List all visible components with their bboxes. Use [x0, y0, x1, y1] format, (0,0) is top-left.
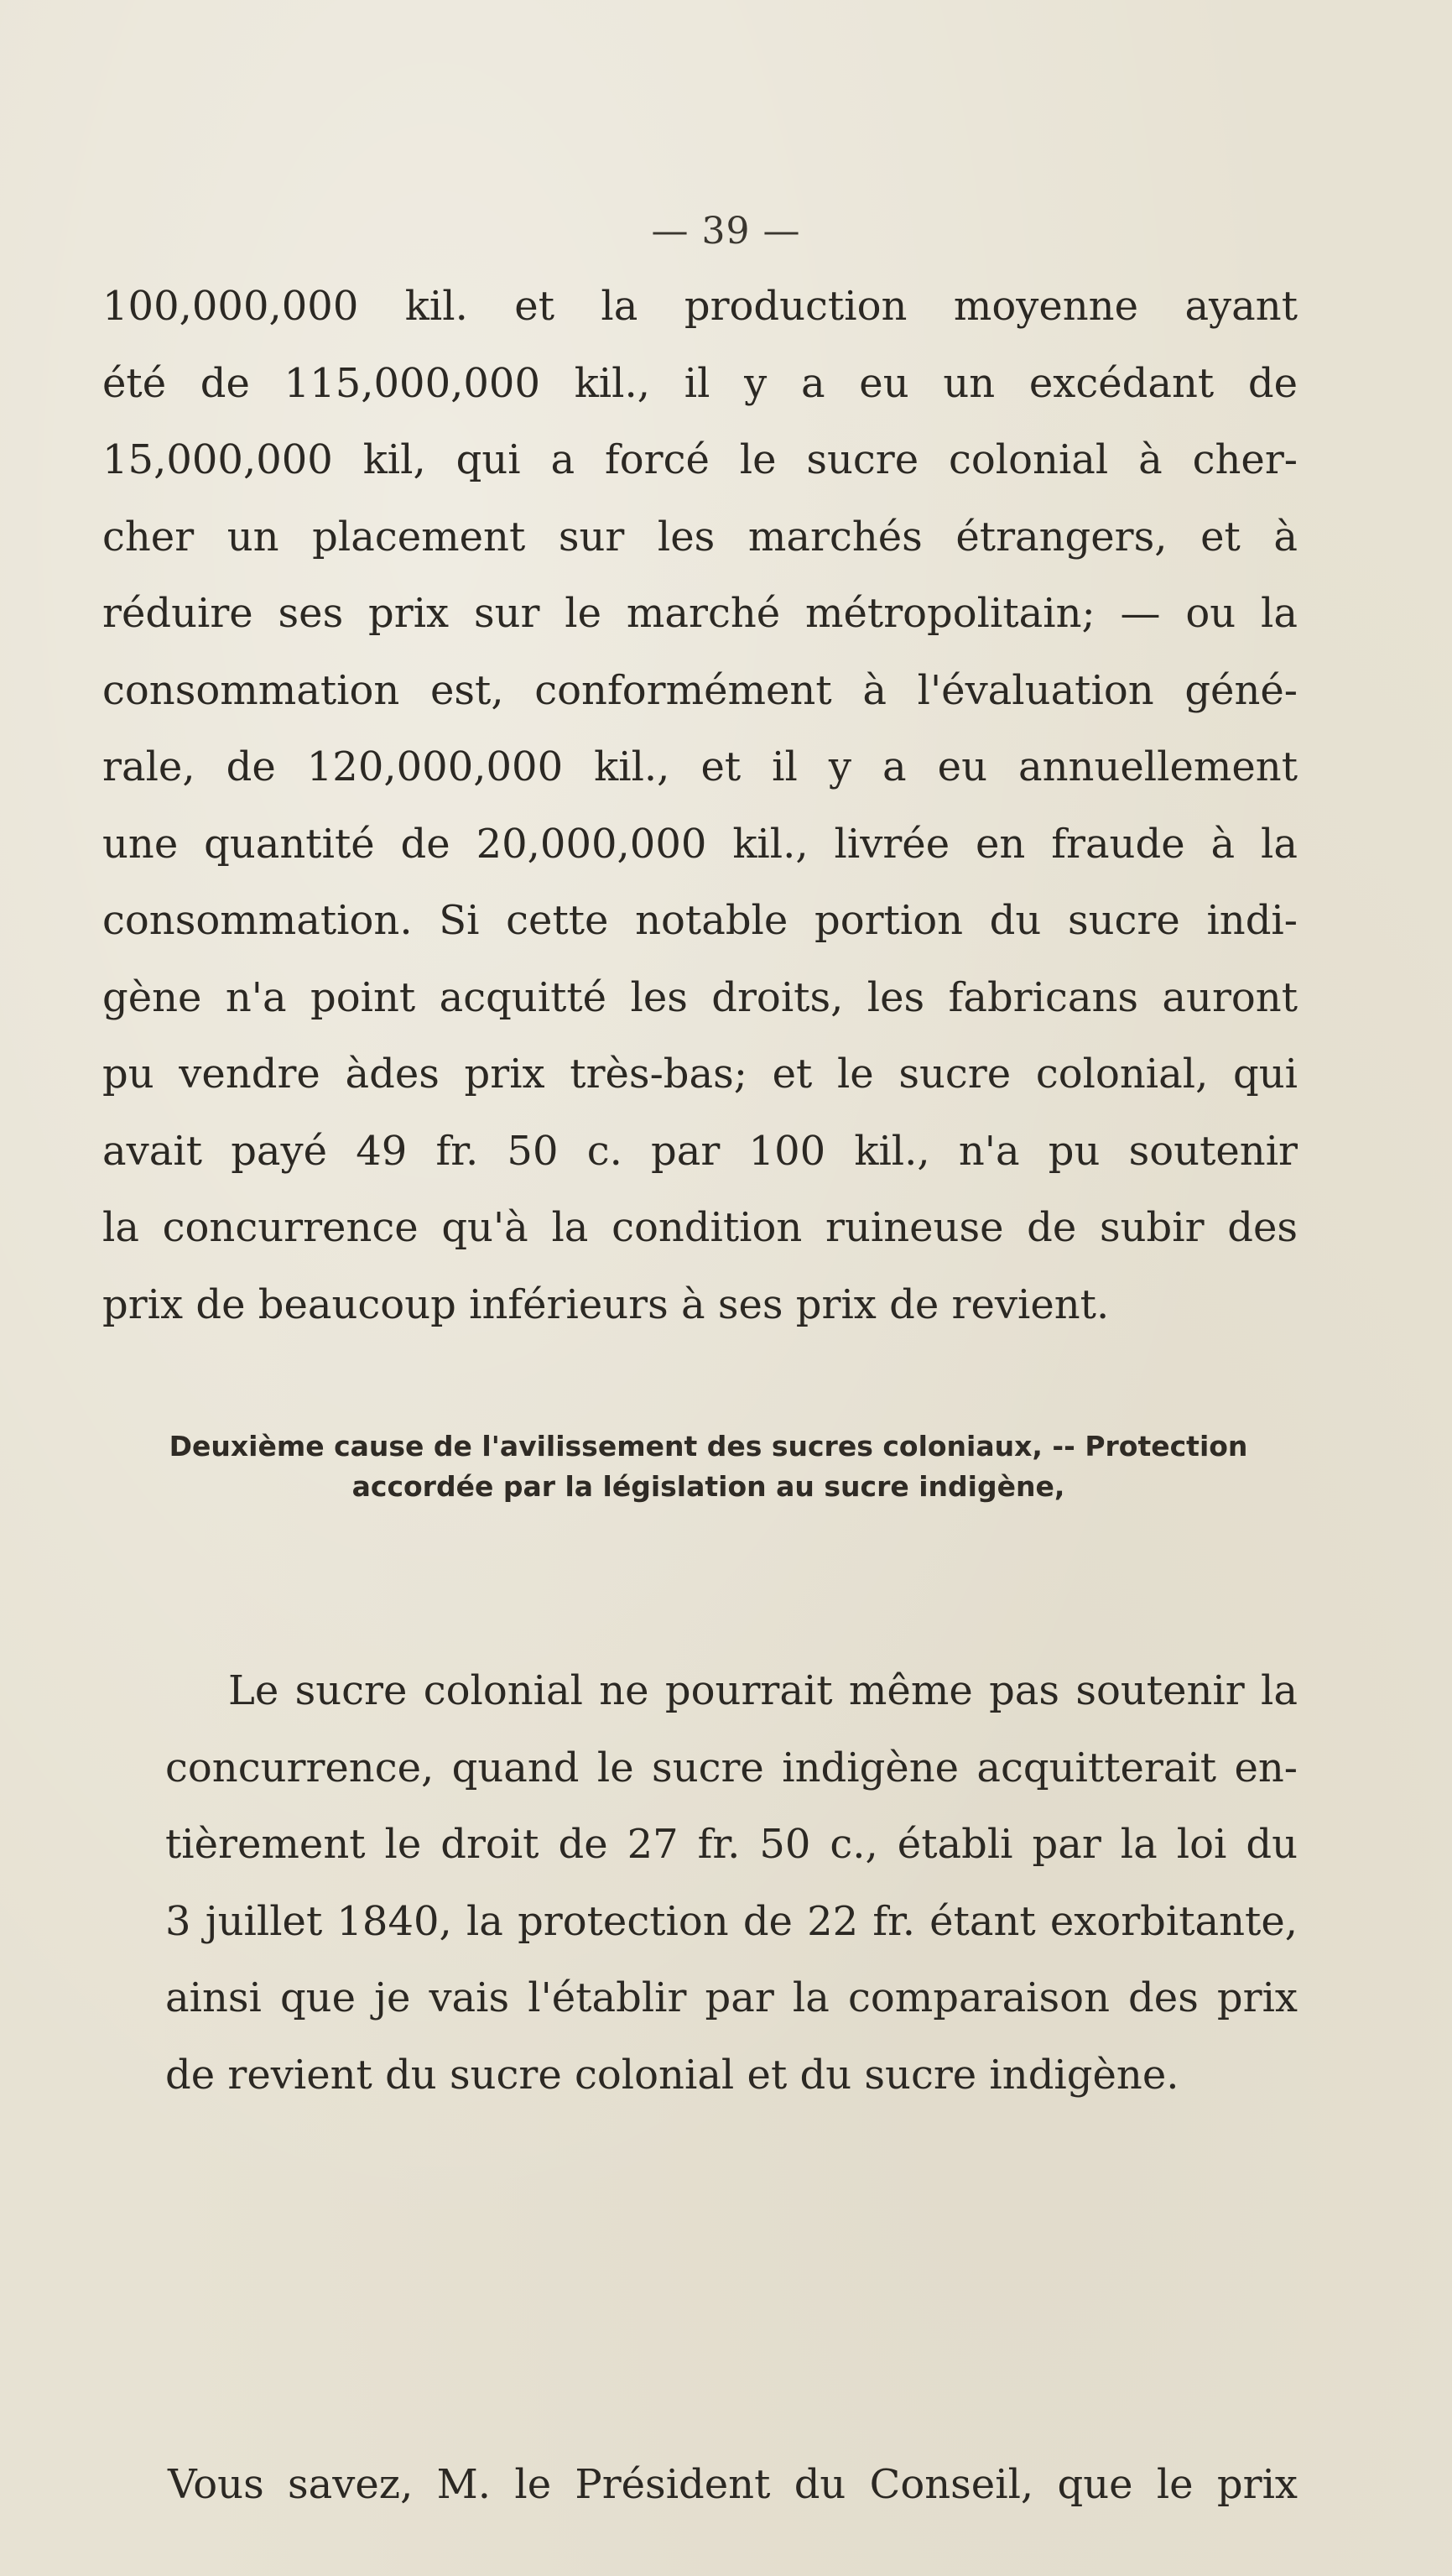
- text-line: réduire ses prix sur le marché métropolitain; — ou la: [102, 590, 1298, 637]
- text-line: 15,000,000 kil, qui a forcé le sucre colonial à cher-: [102, 436, 1298, 483]
- text-line: 100,000,000 kil. et la production moyenne ayant: [102, 283, 1298, 330]
- page-number: — 39 —: [651, 210, 801, 253]
- section-heading-line: Deuxième cause de l'avilissement des sucres coloniaux, -- Protection: [169, 1430, 1248, 1463]
- text-line: concurrence, quand le sucre indigène acquitterait en-: [165, 1744, 1298, 1791]
- text-line: consommation est, conformément à l'évaluation géné-: [102, 666, 1298, 714]
- text-line: la concurrence qu'à la condition ruineuse de subir des: [102, 1204, 1298, 1251]
- section-heading-line: accordée par la législation au sucre indigène,: [351, 1470, 1065, 1503]
- text-line: de revient du sucre colonial et du sucre indigène.: [165, 2051, 1179, 2099]
- text-line: Le sucre colonial ne pourrait même pas soutenir la: [228, 1667, 1298, 1714]
- paragraph-2: [102, 1653, 1298, 2114]
- text-line: une quantité de 20,000,000 kil., livrée en fraude à la: [102, 820, 1298, 868]
- text-line: avait payé 49 fr. 50 c. par 100 kil., n'a pu soutenir: [102, 1127, 1298, 1175]
- text-line: tièrement le droit de 27 fr. 50 c., établi par la loi du: [165, 1821, 1298, 1868]
- text-line: 3 juillet 1840, la protection de 22 fr. étant exorbitante,: [165, 1897, 1298, 1945]
- paragraph-3: Vous savez, M. le Président du Conseil, que le prix: [168, 2461, 1298, 2508]
- text-line: consommation. Si cette notable portion du sucre indi-: [102, 897, 1298, 944]
- text-line: été de 115,000,000 kil., il y a eu un excédant de: [102, 359, 1298, 407]
- text-line: prix de beaucoup inférieurs à ses prix de revient.: [102, 1280, 1110, 1328]
- section-heading: [128, 1426, 1289, 1507]
- text-line: gène n'a point acquitté les droits, les fabricans auront: [102, 973, 1298, 1021]
- text-line: rale, de 120,000,000 kil., et il y a eu annuellement: [102, 743, 1298, 790]
- paragraph-1: [102, 269, 1298, 1343]
- text-line: cher un placement sur les marchés étrangers, et à: [102, 513, 1298, 561]
- text-line: ainsi que je vais l'établir par la comparaison des prix: [165, 1974, 1298, 2021]
- text-line: pu vendre àdes prix très-bas; et le sucre colonial, qui: [102, 1051, 1298, 1098]
